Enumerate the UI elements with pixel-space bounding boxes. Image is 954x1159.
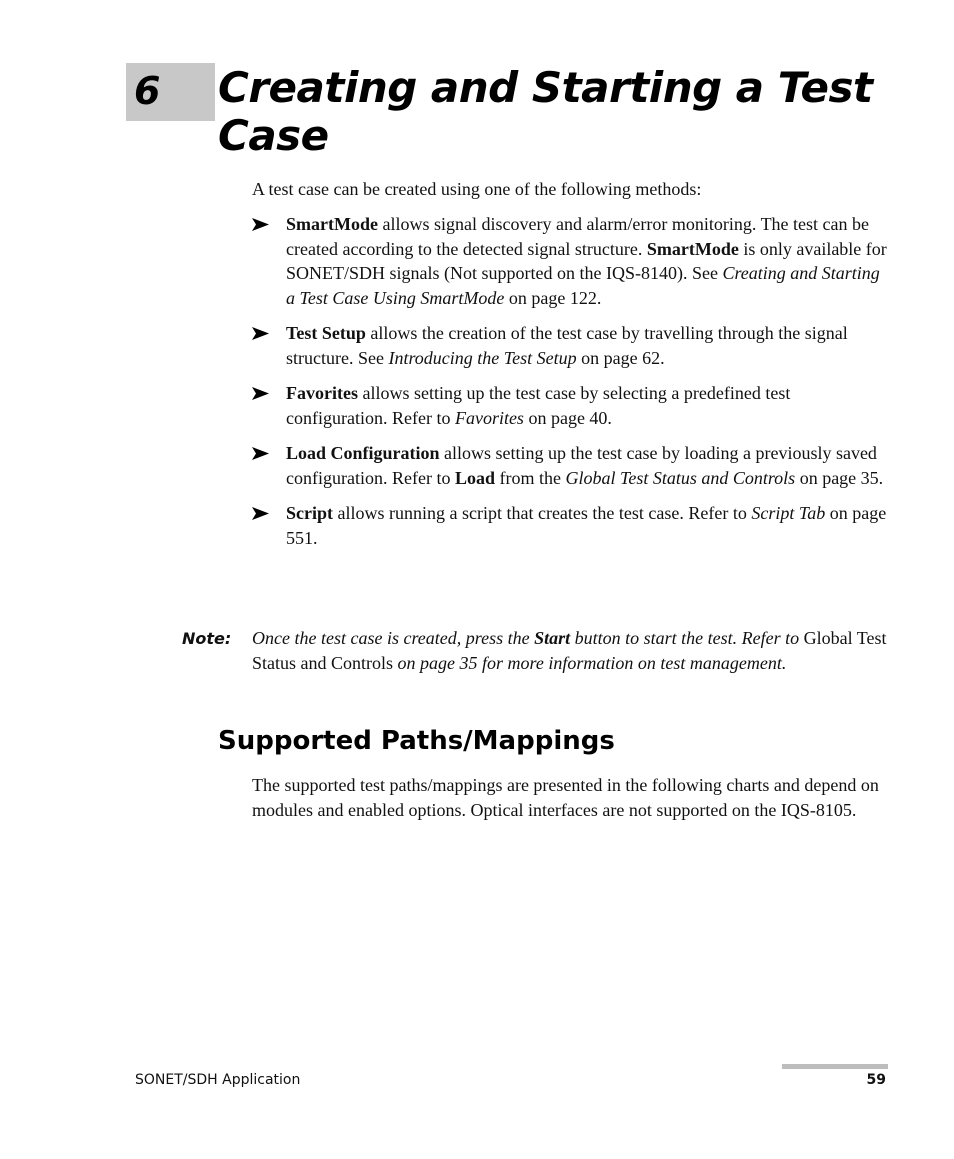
arrow-bullet-icon	[252, 447, 269, 460]
chapter-number: 6	[134, 69, 161, 113]
list-item-test-setup	[252, 321, 892, 370]
method-name: SmartMode	[286, 214, 378, 234]
chapter-title: Creating and Starting a Test Case	[218, 63, 873, 160]
cross-reference-link[interactable]: Global Test Status and Controls	[565, 467, 796, 488]
method-description: allows running a script that creates the test case. Refer to	[333, 503, 752, 523]
page-reference: on page 551.	[286, 503, 887, 548]
cross-reference-link[interactable]: Script Tab	[751, 503, 826, 523]
method-description: allows setting up the test case by loading a previously saved configuration. Refer to	[286, 443, 877, 488]
intro-paragraph: A test case can be created using one of the following methods:	[252, 179, 702, 199]
load-term: Load	[454, 467, 495, 488]
cross-reference-link[interactable]: Favorites	[454, 407, 524, 428]
note-label: Note:	[182, 629, 232, 648]
footer-bar	[782, 1064, 888, 1069]
footer-document-title: SONET/SDH Application	[135, 1072, 301, 1088]
note-text-part: on page 35 for more information on test management.	[393, 652, 787, 673]
arrow-bullet-icon	[252, 507, 269, 520]
note-text	[252, 626, 892, 675]
section-paragraph: The supported test paths/mappings are presented in the following charts and depend on modules and enabled options. Optical interfaces are not supported on the IQS-8105.	[252, 775, 879, 820]
method-name: Favorites	[286, 383, 358, 403]
list-item-load-configuration	[252, 441, 892, 490]
method-name: Test Setup	[286, 323, 366, 343]
page-reference: on page 62.	[576, 347, 665, 368]
method-name: Load Configuration	[286, 443, 440, 463]
note-text-part: button to start the test. Refer to	[570, 628, 804, 648]
note-block	[182, 626, 892, 675]
footer-page-number: 59	[866, 1072, 886, 1088]
method-description: allows the creation of the test case by travelling through the signal structure. See	[286, 323, 848, 368]
note-cross-reference-link[interactable]: Global Test Status and Controls	[252, 628, 887, 673]
arrow-bullet-icon	[252, 218, 269, 231]
methods-list	[252, 212, 892, 561]
list-item-script	[252, 501, 892, 550]
page-reference: on page 122.	[504, 287, 602, 308]
cross-reference-link[interactable]: Creating and Starting a Test Case Using SmartMode	[286, 263, 880, 308]
cross-reference-link[interactable]: Introducing the Test Setup	[388, 347, 577, 368]
method-description-cont: from the	[494, 467, 566, 488]
list-item-favorites	[252, 381, 892, 430]
section-heading: Supported Paths/Mappings	[218, 726, 615, 756]
method-name: Script	[286, 503, 333, 523]
page-reference: on page 35.	[795, 467, 884, 488]
note-text-part: Once the test case is created, press the	[252, 628, 535, 648]
method-description: allows signal discovery and alarm/error monitoring. The test can be created according to the detected signal structure.	[286, 214, 870, 259]
arrow-bullet-icon	[252, 327, 269, 340]
arrow-bullet-icon	[252, 387, 269, 400]
method-description: allows setting up the test case by selecting a predefined test configuration. Refer to	[286, 383, 791, 428]
method-description-cont: is only available for SONET/SDH signals (Not supported on the IQS-8140). See	[286, 238, 887, 283]
method-name-repeat: SmartMode	[646, 238, 739, 259]
page-reference: on page 40.	[523, 407, 612, 428]
start-term: Start	[534, 628, 571, 648]
list-item-smartmode	[252, 212, 892, 310]
